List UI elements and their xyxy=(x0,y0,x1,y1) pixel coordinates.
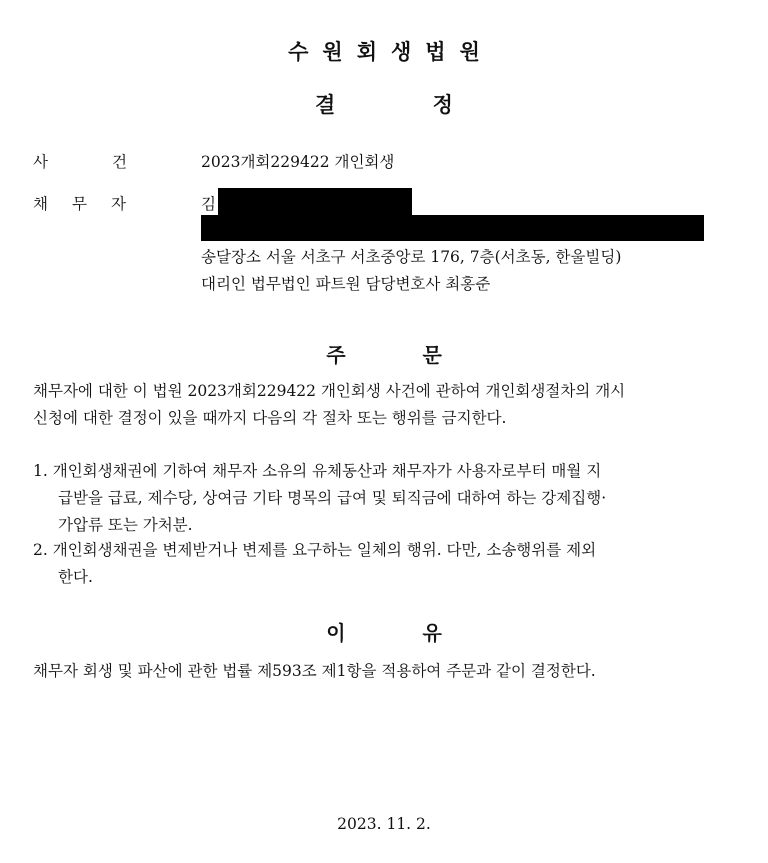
order-item-1-cont: 가압류 또는 가처분. xyxy=(58,516,193,534)
legal-agent: 대리인 법무법인 파트원 담당변호사 최홍준 xyxy=(201,275,491,293)
decision-date: 2023. 11. 2. xyxy=(337,815,431,833)
order-heading: 주 문 xyxy=(326,343,442,367)
order-intro-line: 채무자에 대한 이 법원 2023개회229422 개인회생 사건에 관하여 개인회생절차의 개시 xyxy=(33,382,626,400)
court-name: 수원회생법원 xyxy=(288,40,494,64)
case-number: 2023개회229422 개인회생 xyxy=(201,153,395,171)
debtor-name: 김 xyxy=(201,195,216,213)
order-intro-line: 신청에 대한 결정이 있을 때까지 다음의 각 절차 또는 행위를 금지한다. xyxy=(33,409,507,427)
service-address: 송달장소 서울 서초구 서초중앙로 176, 7층(서초동, 한울빌딩) xyxy=(201,248,622,266)
reason-text: 채무자 회생 및 파산에 관한 법률 제593조 제1항을 적용하여 주문과 같이 결정한다. xyxy=(33,662,596,680)
document-title: 결 정 xyxy=(315,93,453,117)
order-item-2-cont: 한다. xyxy=(58,568,93,586)
order-item-2: 2. 개인회생채권을 변제받거나 변제를 요구하는 일체의 행위. 다만, 소송행위를 제외 xyxy=(33,541,597,559)
reason-heading: 이 유 xyxy=(326,621,442,645)
order-item-1: 1. 개인회생채권에 기하여 채무자 소유의 유체동산과 채무자가 사용자로부터 매월 지 xyxy=(33,462,602,480)
debtor-label: 채무자 xyxy=(33,195,150,213)
order-item-1-cont: 급받을 급료, 제수당, 상여금 기타 명목의 급여 및 퇴직금에 대하여 하는 강제집행· xyxy=(58,489,607,507)
redaction-block xyxy=(218,188,412,215)
redaction-block xyxy=(201,215,704,241)
case-label: 사건 xyxy=(33,153,191,171)
